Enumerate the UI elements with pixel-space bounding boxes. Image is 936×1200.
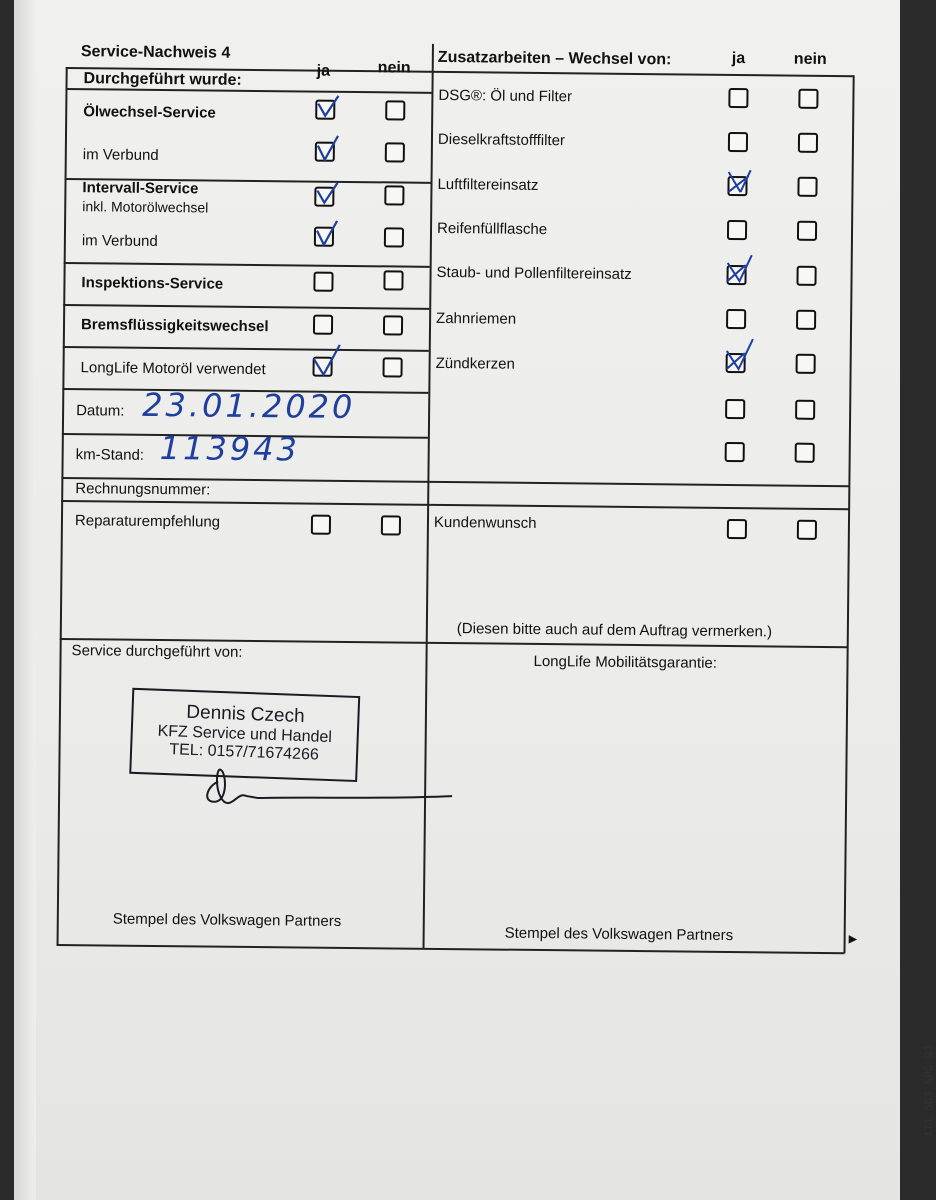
item-zuendkerzen-label: Zündkerzen (435, 354, 515, 373)
stamp-phone: TEL: 0157/71674266 (169, 741, 320, 764)
intervall-ja-checkbox[interactable] (314, 187, 334, 207)
bremsfluessigkeit-nein-checkbox[interactable] (383, 315, 403, 335)
reifenfuellflasche-nein-checkbox[interactable] (797, 221, 817, 241)
dieselfilter-ja-checkbox[interactable] (728, 132, 748, 152)
check-mark-icon (726, 168, 752, 198)
inspektion-nein-checkbox[interactable] (383, 270, 403, 290)
stempel-left: Stempel des Volkswagen Partners (112, 910, 342, 930)
item-intervall-label: Intervall-Service (82, 179, 199, 198)
longlife-nein-checkbox[interactable] (382, 357, 402, 377)
check-mark-icon (313, 179, 339, 209)
page-edge (14, 0, 36, 1200)
extra-2-nein-checkbox[interactable] (795, 443, 815, 463)
luftfilter-nein-checkbox[interactable] (797, 177, 817, 197)
rechnungsnummer-label: Rechnungsnummer: (75, 480, 211, 499)
mobilitaetsgarantie-label: LongLife Mobilitätsgarantie: (533, 652, 718, 672)
item-dsg-label: DSG®: Öl und Filter (438, 86, 573, 106)
zuendkerzen-ja-checkbox[interactable] (726, 353, 746, 373)
dsg-nein-checkbox[interactable] (798, 89, 818, 109)
dieselfilter-nein-checkbox[interactable] (798, 133, 818, 153)
item-intervall-sub: inkl. Motorölwechsel (82, 198, 209, 216)
item-longlife-label: LongLife Motoröl verwendet (80, 359, 266, 379)
right-header: Zusatzarbeiten – Wechsel von: (437, 48, 672, 69)
item-zahnriemen-label: Zahnriemen (436, 309, 517, 328)
row-line (63, 304, 429, 309)
datum-label: Datum: (76, 402, 125, 420)
km-label: km-Stand: (75, 446, 145, 464)
zahnriemen-ja-checkbox[interactable] (726, 309, 746, 329)
row-line (63, 346, 429, 351)
stempel-right: Stempel des Volkswagen Partners (504, 924, 734, 945)
item-intervall-verbund-label: im Verbund (81, 232, 158, 250)
service-durchgefuehrt-label: Service durchgeführt von: (71, 642, 243, 661)
extra-1-ja-checkbox[interactable] (725, 399, 745, 419)
oelwechsel-ja-checkbox[interactable] (315, 100, 335, 120)
check-mark-icon (725, 345, 751, 375)
item-oel-verbund-label: im Verbund (82, 146, 159, 164)
left-header: Durchgeführt wurde: (83, 70, 242, 89)
zahnriemen-nein-checkbox[interactable] (796, 310, 816, 330)
pollenfilter-nein-checkbox[interactable] (796, 266, 816, 286)
row-line (64, 262, 430, 267)
extra-1-nein-checkbox[interactable] (795, 400, 815, 420)
kundenwunsch-label: Kundenwunsch (433, 513, 537, 532)
bremsfluessigkeit-ja-checkbox[interactable] (313, 315, 333, 335)
kundenwunsch-ja-checkbox[interactable] (727, 519, 747, 539)
oelwechsel-nein-checkbox[interactable] (385, 100, 405, 120)
stamp-company: KFZ Service und Handel (157, 722, 333, 747)
reparaturempfehlung-label: Reparaturempfehlung (74, 512, 221, 531)
item-reifenfuellflasche-label: Reifenfüllflasche (436, 219, 548, 239)
check-mark-icon (313, 219, 339, 249)
check-mark-icon (725, 257, 751, 287)
arrow-right-icon: ▶ (848, 933, 858, 946)
km-value: 113943 (159, 429, 301, 469)
pollenfilter-ja-checkbox[interactable] (726, 265, 746, 285)
right-col-ja: ja (731, 49, 746, 68)
kundenwunsch-nein-checkbox[interactable] (797, 520, 817, 540)
check-mark-icon (311, 349, 337, 379)
inspektion-ja-checkbox[interactable] (313, 272, 333, 292)
item-luftfilter-label: Luftfiltereinsatz (437, 175, 539, 194)
luftfilter-ja-checkbox[interactable] (727, 176, 747, 196)
intervall-verbund-nein-checkbox[interactable] (384, 227, 404, 247)
oel-verbund-nein-checkbox[interactable] (385, 142, 405, 162)
check-mark-icon (314, 92, 340, 122)
zuendkerzen-nein-checkbox[interactable] (796, 354, 816, 374)
stamp-name: Dennis Czech (185, 701, 305, 728)
extra-2-ja-checkbox[interactable] (725, 442, 745, 462)
service-form (57, 40, 858, 953)
intervall-nein-checkbox[interactable] (384, 185, 404, 205)
left-col-nein: nein (377, 59, 411, 77)
item-inspektion-label: Inspektions-Service (81, 274, 224, 293)
item-dieselfilter-label: Dieselkraftstofffilter (437, 130, 566, 150)
reparatur-nein-checkbox[interactable] (381, 515, 401, 535)
reparatur-ja-checkbox[interactable] (311, 515, 331, 535)
datum-value: 23.01.2020 (141, 385, 356, 427)
row-line (61, 500, 849, 510)
signature (198, 761, 469, 814)
row-line (65, 88, 431, 93)
reifenfuellflasche-ja-checkbox[interactable] (727, 220, 747, 240)
longlife-ja-checkbox[interactable] (312, 357, 332, 377)
oel-verbund-ja-checkbox[interactable] (315, 142, 335, 162)
dsg-ja-checkbox[interactable] (728, 88, 748, 108)
check-mark-icon (314, 134, 340, 164)
form-title: Service-Nachweis 4 (80, 43, 231, 62)
item-pollenfilter-label: Staub- und Pollenfiltereinsatz (436, 263, 632, 283)
side-code: 1T1 5D3 SPC 01 (924, 1044, 936, 1138)
right-col-nein: nein (793, 50, 827, 68)
kundenwunsch-note: (Diesen bitte auch auf dem Auftrag vermerken.) (456, 620, 773, 641)
item-bremsfluessigkeit-label: Bremsflüssigkeitswechsel (80, 316, 269, 336)
intervall-verbund-ja-checkbox[interactable] (314, 227, 334, 247)
left-col-ja: ja (316, 62, 331, 80)
item-oelwechsel-label: Ölwechsel-Service (83, 103, 216, 122)
